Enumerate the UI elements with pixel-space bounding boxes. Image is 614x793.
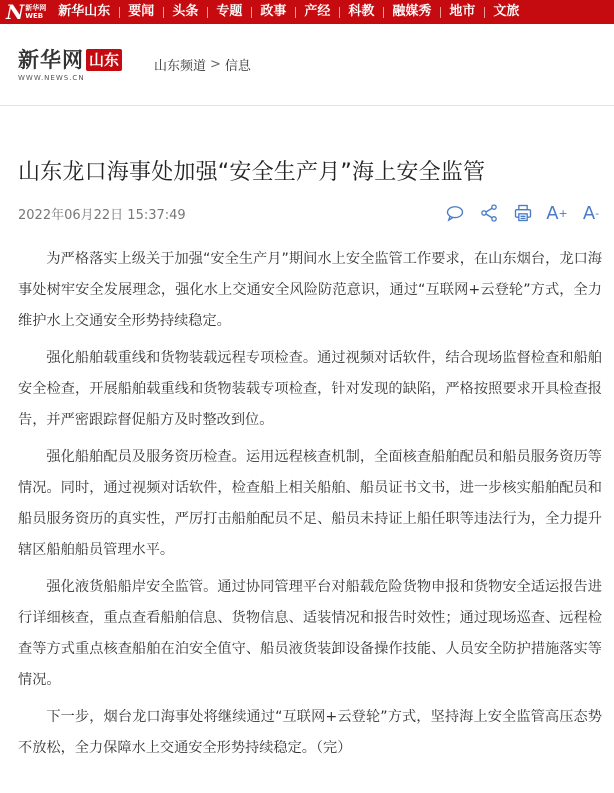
nav-item-cities[interactable]: 地市: [440, 0, 484, 24]
nav-item-media-show[interactable]: 融媒秀: [383, 0, 440, 24]
article-meta: [18, 200, 602, 226]
font-increase-label: A: [546, 202, 559, 224]
font-increase-sup: +: [558, 206, 568, 220]
font-decrease-label: A: [582, 202, 596, 224]
nav-item-xinhua-shandong[interactable]: 新华山东: [58, 4, 111, 19]
font-decrease-icon[interactable]: [580, 202, 602, 224]
article-paragraph: 强化船舶载重线和货物装载远程专项检查。通过视频对话软件，结合现场监督检查和船舶安全检查，开展船舶载重线和货物装载专项检查，针对发现的缺陷，严格按照要求开具检查报告，并严密跟踪督促船方及时整改到位。: [18, 350, 602, 428]
comment-icon[interactable]: [444, 202, 466, 224]
brand-row: [18, 48, 138, 72]
brand-region: 山东: [86, 49, 122, 71]
xinhua-logo[interactable]: [6, 2, 46, 22]
font-increase-icon[interactable]: [546, 202, 568, 224]
print-icon[interactable]: [512, 202, 534, 224]
article-body: [18, 244, 602, 764]
article-tools: [432, 202, 602, 224]
logo-text-bottom: WEB: [25, 12, 44, 20]
breadcrumb: [154, 55, 251, 74]
publish-date: 2022年06月22日 15:37:49: [18, 207, 186, 223]
nav-item-news[interactable]: 要闻: [119, 0, 163, 24]
breadcrumb-separator: >: [210, 57, 221, 72]
site-header: [0, 24, 614, 106]
font-decrease-sup: -: [595, 206, 600, 220]
article-paragraph: 强化液货船船岸安全监管。通过协同管理平台对船载危险货物申报和货物安全适运报告进行详细核查，重点查看船舶信息、货物信息、适装情况和报告时效性；通过现场巡查、远程检查等方式重点核查船舶在泊安全值守、船员液货装卸设备操作技能、人员安全防护措施落实等情况。: [18, 579, 602, 688]
article-paragraph: 下一步，烟台龙口海事处将继续通过“互联网+云登轮”方式，坚持海上安全监管高压态势不放松，全力保障水上交通安全形势持续稳定。（完）: [18, 709, 602, 756]
article: [0, 158, 614, 764]
channel-nav: [58, 0, 528, 24]
logo-mark: N: [6, 0, 25, 24]
brand-name: 新华网: [18, 46, 84, 72]
top-nav-bar: [0, 0, 614, 24]
nav-item-industry[interactable]: 产经: [295, 0, 339, 24]
share-icon[interactable]: [478, 202, 500, 224]
site-brand[interactable]: [18, 48, 138, 82]
brand-url: WWW.NEWS.CN: [18, 73, 85, 82]
nav-item-politics[interactable]: 政事: [251, 0, 295, 24]
nav-item-science-education[interactable]: 科教: [339, 0, 383, 24]
nav-item-headlines[interactable]: 头条: [163, 0, 207, 24]
nav-item-culture-tourism[interactable]: 文旅: [484, 0, 528, 24]
nav-item-topics[interactable]: 专题: [207, 0, 251, 24]
article-paragraph: 为严格落实上级关于加强“安全生产月”期间水上安全监管工作要求，在山东烟台，龙口海事处树牢安全发展理念，强化水上交通安全风险防范意识，通过“互联网+云登轮”方式，全力维护水上交通安全形势持续稳定。: [18, 251, 602, 329]
breadcrumb-channel[interactable]: 山东频道: [154, 59, 207, 74]
logo-text: [25, 4, 46, 20]
breadcrumb-section[interactable]: 信息: [224, 59, 251, 74]
article-title: 山东龙口海事处加强“安全生产月”海上安全监管: [18, 160, 486, 185]
article-paragraph: 强化船舶配员及服务资历检查。运用远程核查机制，全面核查船舶配员和船员服务资历等情况。同时，通过视频对话软件，检查船上相关船舶、船员证书文书，进一步核实船舶配员和船员服务资历的真实性，严厉打击船舶配员不足、船员未持证上船任职等违法行为，全力提升辖区船舶船员管理水平。: [18, 449, 602, 558]
logo-text-top: 新华网: [25, 4, 47, 12]
